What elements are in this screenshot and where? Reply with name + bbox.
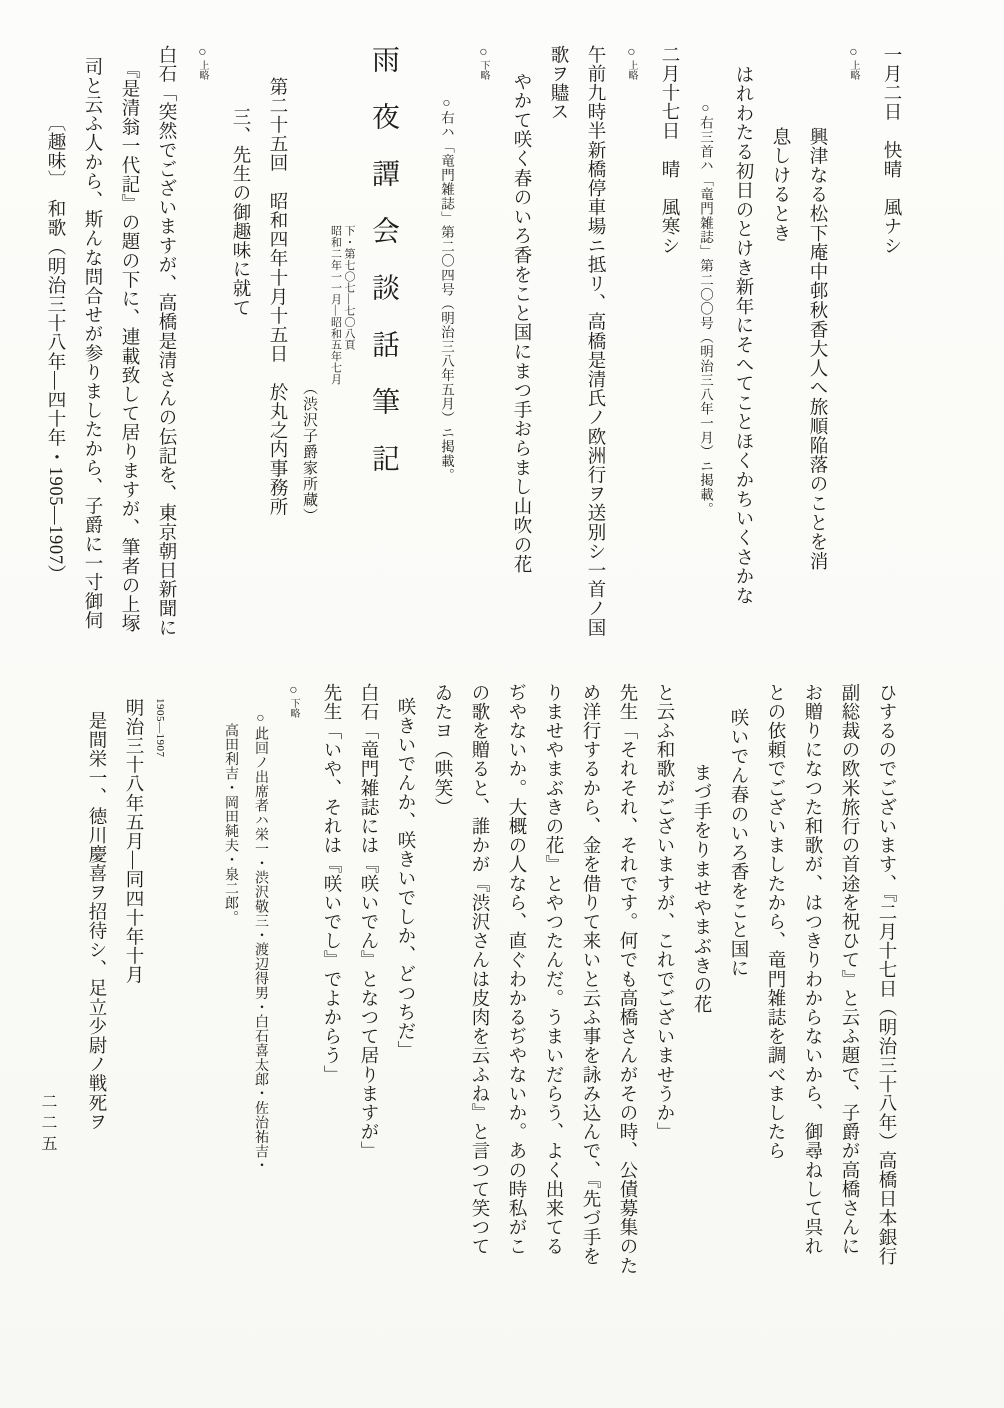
dialogue-line: お贈りになつた和歌が、はつきりわからないから、御尋ねして呉れ <box>802 683 822 1256</box>
dialogue-line: 先生「いや、それは『咲いでし』でよからう」 <box>321 683 341 1085</box>
diary-date-entry: 二月十七日 晴 風寒シ <box>659 45 679 256</box>
poem-line: 咲いでん春のいろ香をこと国に <box>728 708 748 979</box>
dialogue-line: ぢやないか。大概の人なら、直ぐわかるぢやないか。あの時私がこ <box>506 683 526 1256</box>
dialogue-line: め洋行するから、金を借りて来いと云ふ事を詠み込んで、『先づ手を <box>580 683 600 1266</box>
omission-note: ○下略 <box>275 683 312 1297</box>
circle-mark: ○ <box>624 45 639 60</box>
attendees-note: ○此回ノ出席者ハ栄一・渋沢敬三・渡辺得男・白石喜太郎・佐治祐吉・ <box>253 711 268 1173</box>
omission-note: ○下略 <box>465 45 502 659</box>
poem-line: はれわたる初日のとけき新年にそへてことほくかちいくさかな <box>733 65 753 606</box>
section-title: 雨夜譚会談話筆記 <box>368 45 399 501</box>
attendees-note: 高田利吉・岡田純夫・泉二郎。 <box>223 723 238 925</box>
topic-heading: 三、先生の御趣味に就て <box>230 107 250 318</box>
poem-headnote: 息しけるとき <box>770 127 790 243</box>
dialogue-line: ひするのでございます、『二月十七日（明治三十八年）高橋日本銀行 <box>876 683 896 1266</box>
dialogue-line: の歌を贈ると、誰かが『渋沢さんは皮肉を云ふね』と言つて笑つて <box>469 683 489 1256</box>
circle-mark: ○ <box>195 45 210 60</box>
provenance-note: （渋沢子爵家所蔵） <box>301 380 317 524</box>
omission-note: ○上略 <box>184 45 221 659</box>
circle-mark: ○ <box>476 45 491 60</box>
session-line: 第二十五回 昭和四年十月十五日 於丸之内事務所 <box>267 77 287 517</box>
source-note: ○右ハ「竜門雑誌」第二〇四号（明治三八年五月）ニ掲載。 <box>439 95 454 483</box>
diary-body-line: 午前九時半新橋停車場ニ抵リ、高橋是清氏ノ欧洲行ヲ送別シ一首ノ国 <box>585 45 605 638</box>
dialogue-line: 副総裁の欧米旅行の首途を祝ひて』と云ふ題で、子爵が高橋さんに <box>839 683 859 1256</box>
dialogue-line: 白石「竜門雑誌には『咲いでん』となつて居りますが」 <box>358 683 378 1161</box>
diary-date-entry: 一月二日 快晴 風ナシ <box>881 45 901 256</box>
date-range-label: 明治三十八年五月―同四十年十月 <box>123 698 143 985</box>
index-entry-line: 是間栄一、徳川慶喜ヲ招待シ、足立少尉ノ戦死ヲ <box>86 711 106 1132</box>
circle-mark: ○ <box>846 45 861 60</box>
poem-line: やかて咲く春のいろ香をこと国にまつ手おらまし山吹の花 <box>511 72 531 574</box>
topic-tag-line: 〔趣味〕 和歌（明治三十八年―四十年・1905―1907） <box>45 113 65 584</box>
dialogue-line: ゐたヨ（哄笑） <box>432 683 452 817</box>
year-range-label: 1905―1907 <box>154 698 166 758</box>
page-reference-note: 下・第七〇七―七〇八頁 昭和二年一一月―昭和五年七月 <box>329 225 355 385</box>
lower-text-block <box>77 683 904 1297</box>
dialogue-line: との依頼でございましたから、竜門雑誌を調べましたら <box>765 683 785 1161</box>
dialogue-line: 『是清翁一代記』の題の下に、連載致して居りますが、筆者の上塚 <box>119 60 139 633</box>
poem-headnote: 興津なる松下庵中邨秋香大人へ旅順陥落のことを消 <box>807 127 827 571</box>
poem-line: まづ手をりませやまぶきの花 <box>691 763 711 1014</box>
dialogue-line: 咲きいでんか、咲きいでしか、どつちだ」 <box>395 697 415 1060</box>
omission-note: ○上略 <box>613 45 650 659</box>
page-number: 二二五 <box>39 1093 56 1156</box>
dialogue-line: りませやまぶきの花』とやつたんだ。うまいだらう、よく出来てる <box>543 683 563 1256</box>
dialogue-line: 司と云ふ人から、斯んな問合せが参りましたから、子爵に一寸御伺 <box>82 57 102 630</box>
source-note: ○右三首ハ「竜門雑誌」第二〇〇号（明治三八年一月）ニ掲載。 <box>698 100 713 517</box>
circle-mark: ○ <box>286 683 301 698</box>
dialogue-line: と云ふ和歌がございますが、これでございませうか」 <box>654 683 674 1142</box>
upper-text-block <box>36 45 909 659</box>
omission-note: ○上略 <box>835 45 872 659</box>
diary-body-line: 歌ヲ贐ス <box>548 45 568 122</box>
dialogue-line: 白石「突然でございますが、高橋是清さんの伝記を、東京朝日新聞に <box>156 45 176 638</box>
dialogue-line: 先生「それそれ、それです。何でも高橋さんがその時、公債募集のた <box>617 683 637 1276</box>
